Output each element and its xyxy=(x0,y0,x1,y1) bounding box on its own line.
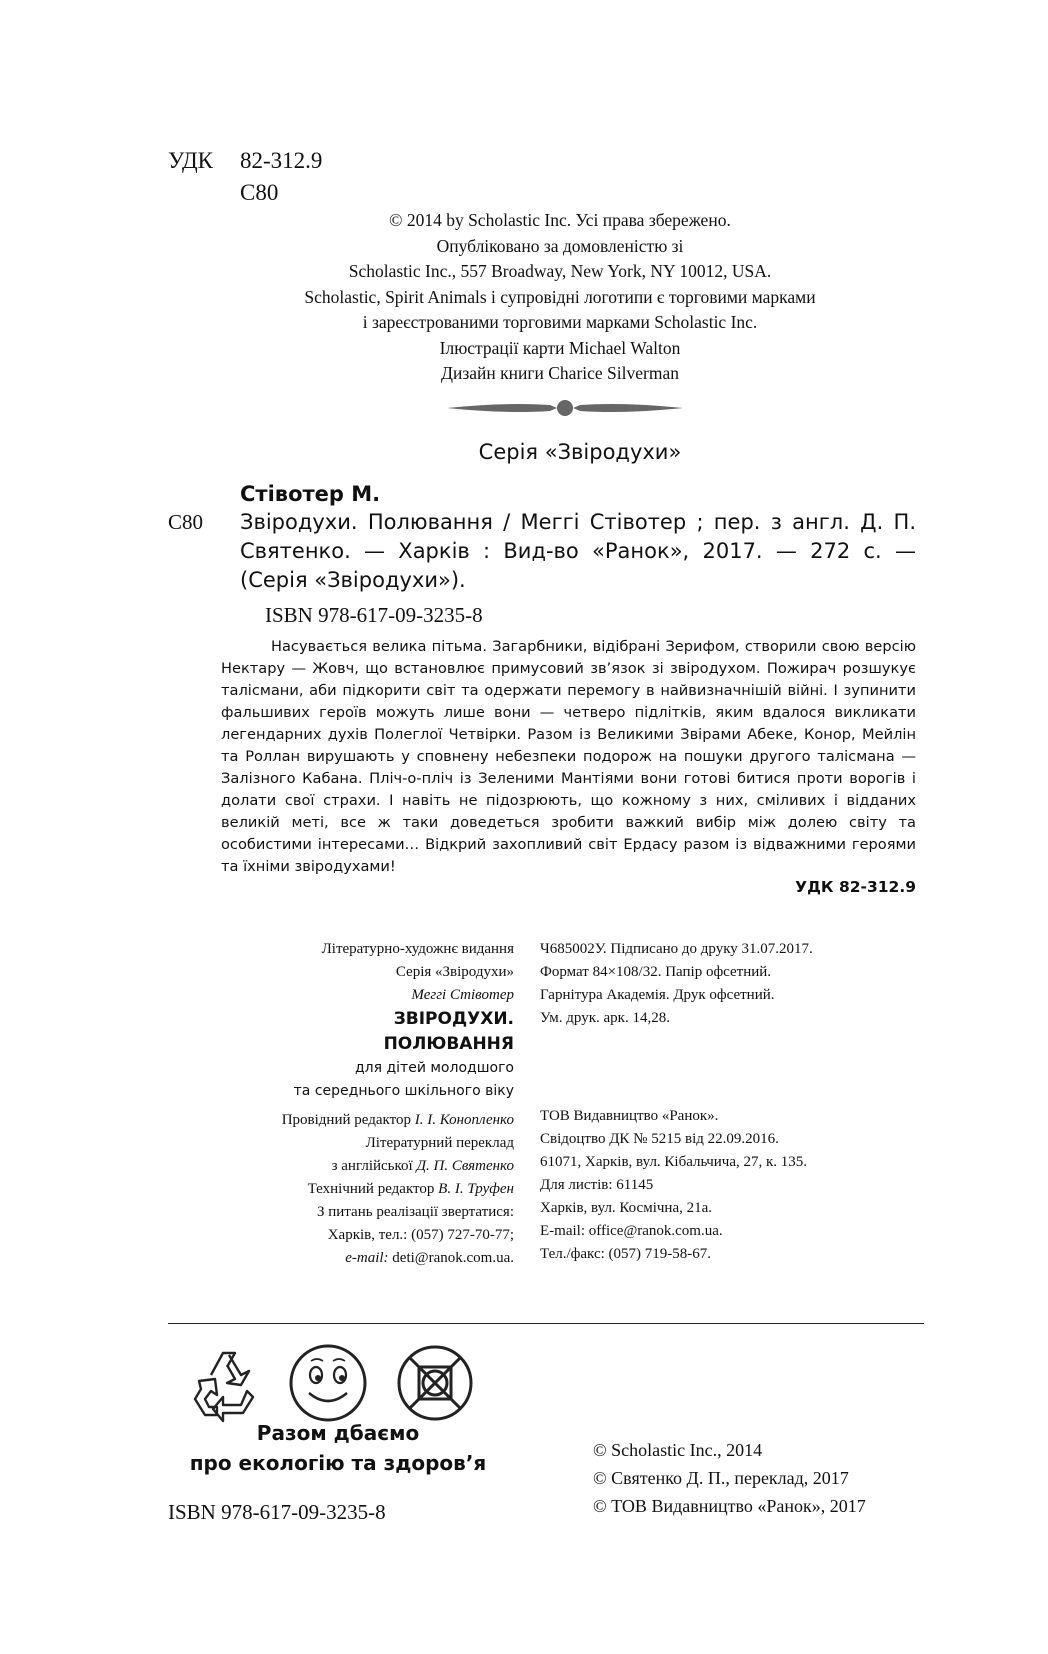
translation-label: з англійської xyxy=(331,1158,413,1174)
catalog-cutter: С80 xyxy=(168,510,204,534)
bibliographic-description: Звіродухи. Полювання / Меггі Стівотер ; пер. з англ. Д. П. Святенко. — Харків : Вид-во «Ранок», 2017. — 272 с. — (Серія «Звіродухи»). xyxy=(240,510,916,592)
audience: та середнього шкільного віку xyxy=(293,1083,514,1099)
publisher-line: Харків, вул. Космічна, 21а. xyxy=(540,1200,713,1216)
imprint-title: ПОЛЮВАННЯ xyxy=(383,1034,514,1054)
lead-editor-label: Провідний редактор xyxy=(281,1112,411,1128)
series-title: Серія «Звіродухи» xyxy=(478,440,682,464)
spacer xyxy=(540,1053,813,1076)
rights-line: і зареєстрованими торговими марками Scholastic Inc. xyxy=(362,312,758,332)
sales-contact: З питань реалізації звертатися: xyxy=(316,1204,514,1220)
rights-line: © 2014 by Scholastic Inc. Усі права збережено. xyxy=(389,210,731,230)
email-address[interactable]: deti@ranok.com.ua. xyxy=(392,1250,514,1266)
horizontal-rule xyxy=(168,1323,924,1324)
lead-editor-name: І. І. Конопленко xyxy=(414,1112,514,1128)
rights-line: Scholastic Inc., 557 Broadway, New York, NY 10012, USA. xyxy=(348,261,772,281)
ornament-divider-icon xyxy=(445,396,685,420)
cutter-number: С80 xyxy=(240,180,279,205)
translator xyxy=(200,1155,514,1178)
imprint-author: Меггі Стівотер xyxy=(411,987,514,1003)
copyright-line: © Scholastic Inc., 2014 xyxy=(593,1440,763,1460)
rights-line: Дизайн книги Charice Silverman xyxy=(441,363,679,383)
publisher-line[interactable]: E-mail: office@ranok.com.ua. xyxy=(540,1223,723,1239)
print-info-line: Гарнітура Академія. Друк офсетний. xyxy=(540,987,775,1003)
imprint-title: ЗВІРОДУХИ. xyxy=(393,1009,514,1029)
imprint-left xyxy=(200,938,514,1270)
copyright-line: © ТОВ Видавництво «Ранок», 2017 xyxy=(593,1496,866,1516)
book-annotation: Насувається велика пітьма. Загарбники, відібрані Зерифом, створили свою версію Нектару — Жовч, що встановлює примусовий зв’язок зі звіродухом. Пожирач розшукує талісмани, аби підкорити світ та одержати перемогу в найвизначнішій війні. І зупинити фальшивих героїв можуть лише вони — четверо підлітків, яким вдалося викликати легендарних духів Полеглої Четвірки. Разом із Великими Звірами Абеке, Конор, Мейлін та Роллан вирушають у сповнену небезпеки подорож на пошуки другого талісмана — Залізного Кабана. Пліч-о-пліч із Зеленими Мантіями вони готові битися проти ворогів і долати свої страхи. І навіть не підозрюють, що кожному з них, сміливих і відданих великій меті, все ж таки доведеться зробити важкий вибір між долею світу та особистими інтересами… Відкрий захопливий світ Ердасу разом із відважними героями та їхніми звіродухами! xyxy=(221,638,916,875)
catalog-isbn: ISBN 978-617-09-3235-8 xyxy=(265,603,483,627)
sales-email xyxy=(200,1247,514,1270)
copyright-list xyxy=(593,1436,866,1520)
print-info-line: Ч685002У. Підписано до друку 31.07.2017. xyxy=(540,941,813,957)
lead-editor xyxy=(200,1109,514,1132)
publisher-line: Свідоцтво ДК № 5215 від 22.09.2016. xyxy=(540,1131,779,1147)
catalog-author: Стівотер М. xyxy=(240,482,381,506)
imprint-right xyxy=(540,938,813,1266)
tech-editor-label: Технічний редактор xyxy=(307,1181,435,1197)
translation-label: Літературний переклад xyxy=(365,1135,514,1151)
recycle-icon xyxy=(195,1353,253,1421)
edition-type: Літературно-художнє видання xyxy=(321,941,514,957)
translator-name: Д. П. Святенко xyxy=(416,1158,514,1174)
rights-line: Ілюстрації карти Michael Walton xyxy=(439,337,681,358)
print-info-line: Ум. друк. арк. 14,28. xyxy=(540,1010,670,1026)
eco-slogan xyxy=(168,1418,508,1478)
isbn-bottom: ISBN 978-617-09-3235-8 xyxy=(168,1500,386,1524)
tech-editor-name: В. І. Труфен xyxy=(438,1181,514,1197)
no-plastic-icon xyxy=(399,1347,471,1419)
spacer xyxy=(540,1030,813,1053)
imprint-series: Серія «Звіродухи» xyxy=(395,964,514,980)
print-info-line: Формат 84×108/32. Папір офсетний. xyxy=(540,964,772,980)
publisher-line: ТОВ Видавництво «Ранок». xyxy=(540,1108,719,1124)
spacer xyxy=(540,1076,813,1105)
publisher-line: Для листів: 61145 xyxy=(540,1177,654,1193)
smiley-face-icon xyxy=(291,1346,365,1420)
sales-phone: Харків, тел.: (057) 727-70-77; xyxy=(327,1227,514,1243)
rights-line: Scholastic, Spirit Animals і супровідні логотипи є торговими марками xyxy=(304,286,816,307)
udk-label: УДК xyxy=(168,148,213,173)
eco-icons xyxy=(183,1337,483,1427)
tech-editor xyxy=(200,1178,514,1201)
udk-code: 82-312.9 xyxy=(240,148,323,173)
copyright-line: © Святенко Д. П., переклад, 2017 xyxy=(593,1468,849,1488)
rights-line: Опубліковано за домовленістю зі xyxy=(436,235,684,256)
eco-slogan-line: про екологію та здоров’я xyxy=(189,1451,487,1475)
publisher-line: Тел./факс: (057) 719-58-67. xyxy=(540,1246,711,1262)
eco-slogan-line: Разом дбаємо xyxy=(256,1421,420,1445)
udk-annotation-code: УДК 82-312.9 xyxy=(795,878,916,896)
rights-notice xyxy=(260,208,860,387)
publisher-line: 61071, Харків, вул. Кібальчича, 27, к. 135. xyxy=(540,1154,808,1170)
audience: для дітей молодшого xyxy=(354,1060,514,1076)
email-label: e-mail: xyxy=(345,1250,389,1266)
